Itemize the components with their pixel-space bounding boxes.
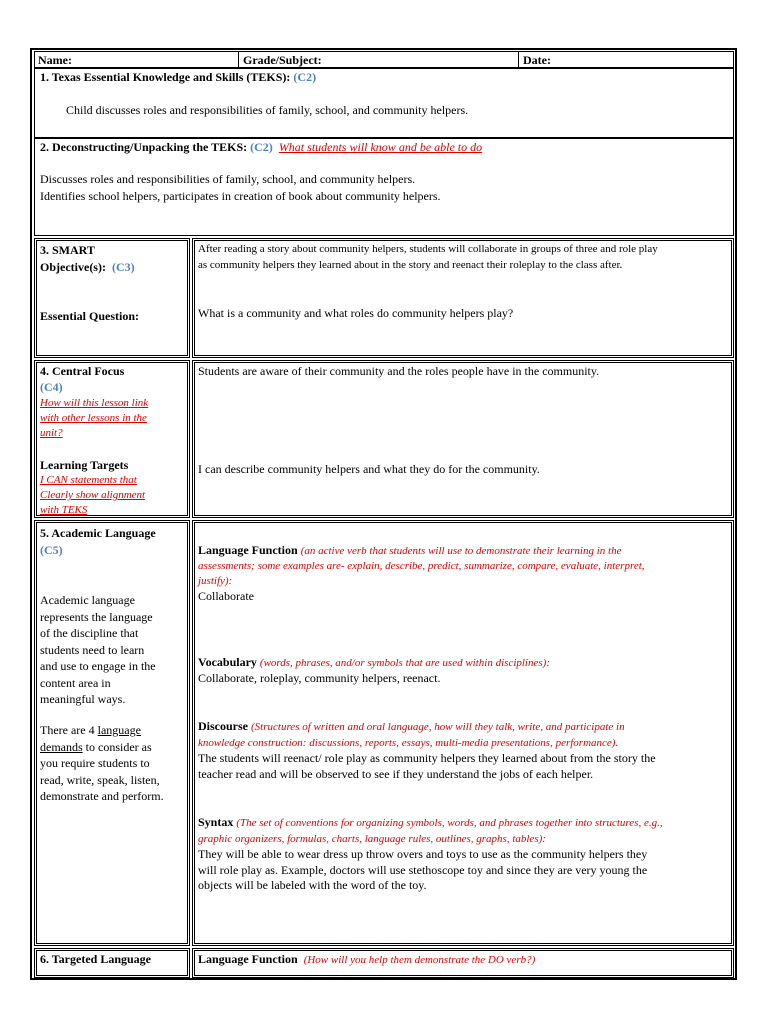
smart-objective-line-2: as community helpers they learned about in the story and reenact their roleplay to the class after. <box>198 259 623 271</box>
language-demands-note: There are 4 language demands to consider as you require students to read, write, speak, listen, demonstrate and perform. <box>40 723 164 803</box>
academic-language-description: Academic language represents the language of the discipline that students need to learn and use to engage in the content area in meaningful ways. <box>40 593 156 706</box>
language-function-block: Language Function (an active verb that students will use to demonstrate their learning in the assessments; some examples are- explain, describe, predict, summarize, compare, evaluate, interpret, justify): Collaborate <box>198 543 645 603</box>
name-label: Name: <box>38 53 72 67</box>
syntax-block: Syntax (The set of conventions for organizing symbols, words, and phrases together into structures, e.g., graphic organizers, formulas, charts, language rules, outlines, graphs, tables): They will be able to wear dress up throw overs and toys to use as the community helpers they will role play as. Example, doctors will use stethoscope toy and since they are very young the objects will be labeled with the word of the toy. <box>198 815 663 892</box>
section-4-code: (C4) <box>40 380 63 394</box>
section-6-language-function: Language Function (How will you help them demonstrate the DO verb?) <box>198 952 536 966</box>
section-2-line-1: Discusses roles and responsibilities of family, school, and community helpers. <box>40 172 416 186</box>
section-5-code: (C5) <box>40 543 63 557</box>
section-3-title-line-2: Objective(s): (C3) <box>40 260 135 274</box>
date-label: Date: <box>523 53 551 67</box>
section-3-right <box>192 238 734 358</box>
discourse-block: Discourse (Structures of written and oral language, how will they talk, write, and participate in knowledge construction: discussions, reports, essays, multi-media presentations, performance). The students will reenact/ role play as community helpers they learned about from the story the teacher read and will be observed to see if they understand the jobs of each helper. <box>198 719 656 781</box>
central-focus-note: How will this lesson link with other lessons in the unit? <box>40 397 149 439</box>
section-1-title: 1. Texas Essential Knowledge and Skills (TEKS): (C2) <box>40 70 317 84</box>
section-1-body: Child discusses roles and responsibilities of family, school, and community helpers. <box>66 103 469 117</box>
grade-label: Grade/Subject: <box>243 53 322 67</box>
section-4-title: 4. Central Focus <box>40 364 125 378</box>
learning-targets-note: I CAN statements that Clearly show alignment with TEKS <box>40 474 146 516</box>
section-6-title: 6. Targeted Language <box>40 952 152 966</box>
section-3-title-line-1: 3. SMART <box>40 243 95 257</box>
essential-question: What is a community and what roles do community helpers play? <box>198 306 514 320</box>
smart-objective-line-1: After reading a story about community helpers, students will collaborate in groups of three and role play <box>198 243 658 255</box>
section-4-right <box>192 360 734 518</box>
header-divider-2 <box>518 51 519 68</box>
header-divider-1 <box>238 51 239 68</box>
central-focus: Students are aware of their community and the roles people have in the community. <box>198 364 600 378</box>
header-row <box>34 51 734 68</box>
section-5-title: 5. Academic Language <box>40 526 156 540</box>
section-2-line-2: Identifies school helpers, participates in creation of book about community helpers. <box>40 189 441 203</box>
section-2-title: 2. Deconstructing/Unpacking the TEKS: (C2) What students will know and be able to do <box>40 140 483 154</box>
essential-question-label: Essential Question: <box>40 309 140 323</box>
learning-targets-label: Learning Targets <box>40 458 129 472</box>
vocabulary-block: Vocabulary (words, phrases, and/or symbols that are used within disciplines): Collaborate, roleplay, community helpers, reenact. <box>198 655 550 685</box>
learning-target: I can describe community helpers and what they do for the community. <box>198 462 540 476</box>
